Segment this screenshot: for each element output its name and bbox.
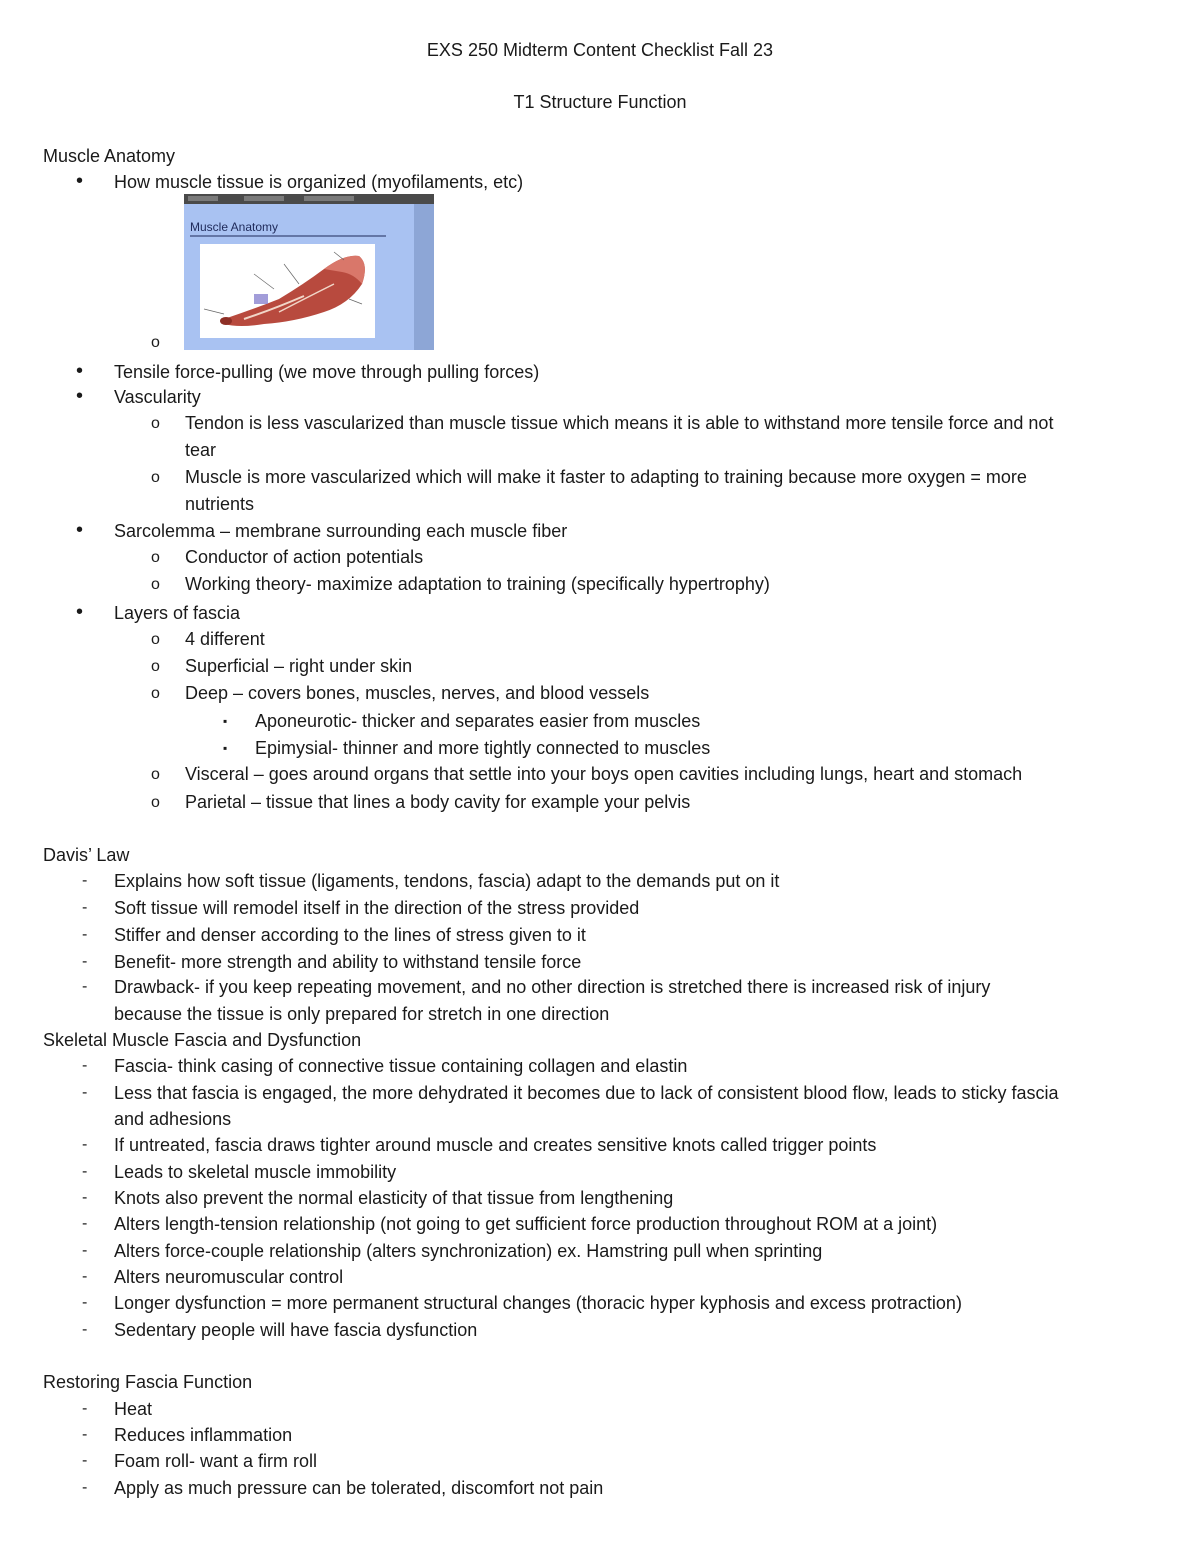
list-item: If untreated, fascia draws tighter around muscle and creates sensitive knots called trigger points (114, 1135, 877, 1155)
list-item: Working theory- maximize adaptation to training (specifically hypertrophy) (185, 574, 770, 594)
dash-marker: - (82, 1321, 88, 1338)
list-item: Visceral – goes around organs that settle into your boys open cavities including lungs, heart and stomach (185, 764, 1023, 784)
dash-marker: - (82, 899, 88, 916)
list-item: Apply as much pressure can be tolerated, discomfort not pain (114, 1478, 604, 1498)
list-item: Tensile force-pulling (we move through pulling forces) (114, 362, 540, 382)
circle-marker: o (151, 549, 160, 566)
list-item-continuation: tear (185, 440, 217, 460)
dash-marker: - (82, 953, 88, 970)
document-subtitle: T1 Structure Function (513, 92, 687, 112)
muscle-anatomy-screenshot (184, 194, 434, 350)
list-item: Alters length-tension relationship (not going to get sufficient force production throughout ROM at a joint) (114, 1214, 938, 1234)
section-heading-fascia-dysfunction: Skeletal Muscle Fascia and Dysfunction (43, 1030, 362, 1050)
list-item: Drawback- if you keep repeating movement, and no other direction is stretched there is increased risk of injury (114, 977, 991, 997)
list-item: Deep – covers bones, muscles, nerves, and blood vessels (185, 683, 650, 703)
list-item: 4 different (185, 629, 265, 649)
list-item: Superficial – right under skin (185, 656, 413, 676)
dash-marker: - (82, 1163, 88, 1180)
list-item: Alters force-couple relationship (alters synchronization) ex. Hamstring pull when sprinting (114, 1241, 823, 1261)
list-item: Longer dysfunction = more permanent structural changes (thoracic hyper kyphosis and excess protraction) (114, 1293, 962, 1313)
section-heading-davis-law: Davis’ Law (43, 845, 130, 865)
circle-marker: o (151, 631, 160, 648)
dash-marker: - (82, 1057, 88, 1074)
circle-marker: o (151, 794, 160, 811)
dash-marker: - (82, 1294, 88, 1311)
circle-marker: o (151, 576, 160, 593)
list-item: Reduces inflammation (114, 1425, 293, 1445)
dash-marker: - (82, 1268, 88, 1285)
dash-marker: - (82, 926, 88, 943)
list-item: Less that fascia is engaged, the more dehydrated it becomes due to lack of consistent blood flow, leads to sticky fascia (114, 1083, 1059, 1103)
dash-marker: - (82, 1189, 88, 1206)
section-heading-muscle-anatomy: Muscle Anatomy (43, 146, 176, 166)
list-item: Fascia- think casing of connective tissue containing collagen and elastin (114, 1056, 688, 1076)
circle-marker: o (151, 415, 160, 432)
list-item: Muscle is more vascularized which will make it faster to adapting to training because more oxygen = more (185, 467, 1027, 487)
bullet-marker: • (76, 519, 84, 541)
list-item: Layers of fascia (114, 603, 241, 623)
circle-marker: o (151, 766, 160, 783)
list-item: Benefit- more strength and ability to withstand tensile force (114, 952, 582, 972)
square-marker: ▪ (223, 741, 228, 755)
dash-marker: - (82, 872, 88, 889)
list-item: Explains how soft tissue (ligaments, tendons, fascia) adapt to the demands put on it (114, 871, 780, 891)
list-item: Aponeurotic- thicker and separates easier from muscles (255, 711, 701, 731)
image-title: Muscle Anatomy (190, 220, 279, 234)
list-item: Heat (114, 1399, 153, 1419)
section-heading-restoring-fascia: Restoring Fascia Function (43, 1372, 253, 1392)
list-item: Foam roll- want a firm roll (114, 1451, 318, 1471)
circle-marker: o (151, 685, 160, 702)
list-item: Vascularity (114, 387, 201, 407)
dash-marker: - (82, 1242, 88, 1259)
list-item: Epimysial- thinner and more tightly connected to muscles (255, 738, 711, 758)
dash-marker: - (82, 1084, 88, 1101)
list-item: Leads to skeletal muscle immobility (114, 1162, 397, 1182)
dash-marker: - (82, 1426, 88, 1443)
dash-marker: - (82, 1400, 88, 1417)
list-item: Alters neuromuscular control (114, 1267, 344, 1287)
document-title: EXS 250 Midterm Content Checklist Fall 23 (426, 40, 774, 60)
list-item: Stiffer and denser according to the lines of stress given to it (114, 925, 586, 945)
list-item: Parietal – tissue that lines a body cavity for example your pelvis (185, 792, 691, 812)
list-item: Conductor of action potentials (185, 547, 424, 567)
circle-marker: o (151, 469, 160, 486)
dash-marker: - (82, 1215, 88, 1232)
dash-marker: - (82, 978, 88, 995)
list-item: Sedentary people will have fascia dysfunction (114, 1320, 478, 1340)
bullet-marker: • (76, 601, 84, 623)
circle-marker: o (151, 334, 160, 351)
list-item-continuation: and adhesions (114, 1109, 232, 1129)
muscle-diagram-image (184, 194, 434, 350)
dash-marker: - (82, 1452, 88, 1469)
bullet-marker: • (76, 385, 84, 407)
dash-marker: - (82, 1479, 88, 1496)
list-item-continuation: because the tissue is only prepared for stretch in one direction (114, 1004, 610, 1024)
list-item: How muscle tissue is organized (myofilaments, etc) (114, 172, 524, 192)
list-item: Soft tissue will remodel itself in the direction of the stress provided (114, 898, 640, 918)
list-item: Knots also prevent the normal elasticity of that tissue from lengthening (114, 1188, 674, 1208)
list-item: Sarcolemma – membrane surrounding each muscle fiber (114, 521, 568, 541)
list-item-continuation: nutrients (185, 494, 255, 514)
list-item: Tendon is less vascularized than muscle tissue which means it is able to withstand more tensile force and not (185, 413, 1054, 433)
bullet-marker: • (76, 360, 84, 382)
dash-marker: - (82, 1136, 88, 1153)
bullet-marker: • (76, 170, 84, 192)
square-marker: ▪ (223, 714, 228, 728)
circle-marker: o (151, 658, 160, 675)
